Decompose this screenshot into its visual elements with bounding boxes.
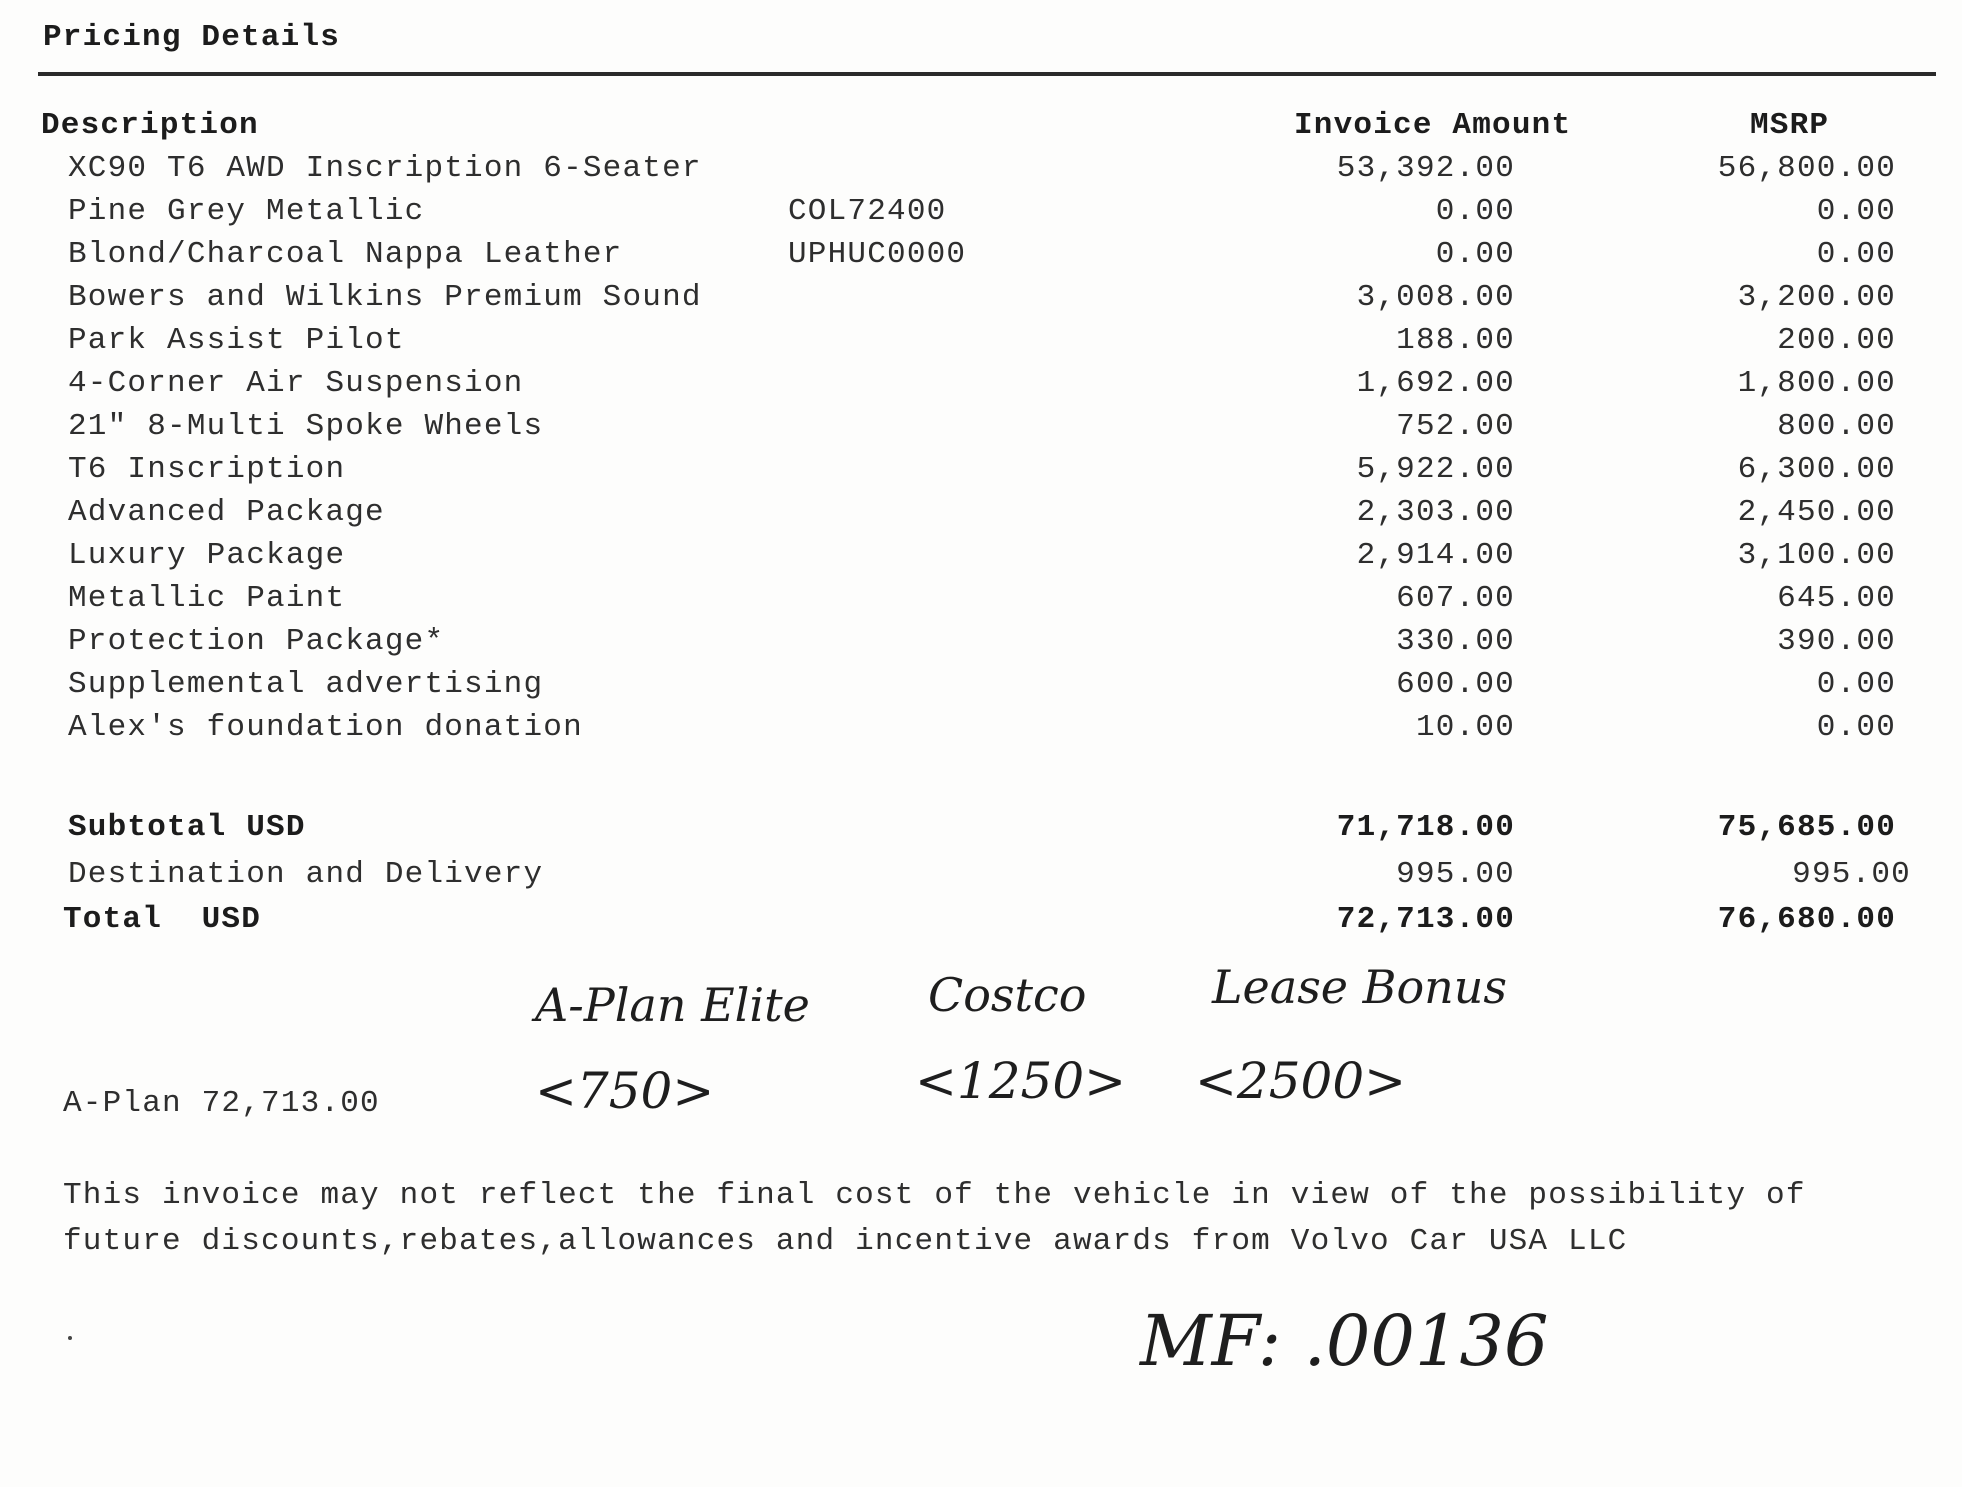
disclaimer-line-1: This invoice may not reflect the final cost of the vehicle in view of the possibility of bbox=[63, 1178, 1806, 1213]
line-item-code: COL72400 bbox=[788, 194, 947, 229]
subtotal-msrp: 75,685.00 bbox=[1717, 810, 1896, 845]
line-item-description: 4-Corner Air Suspension bbox=[68, 366, 524, 401]
line-item-invoice: 600.00 bbox=[1396, 667, 1515, 702]
handwritten-lease-bonus: Lease Bonus bbox=[1212, 960, 1508, 1014]
line-item-invoice: 10.00 bbox=[1415, 710, 1515, 745]
aplan-price: A-Plan 72,713.00 bbox=[63, 1086, 380, 1121]
line-item-description: Luxury Package bbox=[68, 538, 346, 573]
line-item-description: XC90 T6 AWD Inscription 6-Seater bbox=[68, 151, 702, 186]
handwritten-aplan-elite: A-Plan Elite bbox=[535, 978, 810, 1032]
line-item-invoice: 3,008.00 bbox=[1356, 280, 1515, 315]
handwritten-costco-value: <1250> bbox=[915, 1052, 1127, 1110]
destination-invoice: 995.00 bbox=[1396, 857, 1515, 892]
line-item-invoice: 2,303.00 bbox=[1356, 495, 1515, 530]
line-item-description: Blond/Charcoal Nappa Leather bbox=[68, 237, 623, 272]
total-label: Total USD bbox=[63, 902, 262, 937]
total-msrp: 76,680.00 bbox=[1717, 902, 1896, 937]
destination-label: Destination and Delivery bbox=[68, 857, 544, 892]
page-title: Pricing Details bbox=[43, 20, 341, 55]
handwritten-lease-bonus-value: <2500> bbox=[1195, 1052, 1407, 1110]
line-item-msrp: 800.00 bbox=[1777, 409, 1896, 444]
line-item-description: Supplemental advertising bbox=[68, 667, 544, 702]
line-item-msrp: 2,450.00 bbox=[1737, 495, 1896, 530]
line-item-msrp: 56,800.00 bbox=[1717, 151, 1896, 186]
line-item-msrp: 645.00 bbox=[1777, 581, 1896, 616]
line-item-msrp: 6,300.00 bbox=[1737, 452, 1896, 487]
line-item-msrp: 3,100.00 bbox=[1737, 538, 1896, 573]
line-item-description: Park Assist Pilot bbox=[68, 323, 405, 358]
line-item-invoice: 5,922.00 bbox=[1356, 452, 1515, 487]
line-item-invoice: 607.00 bbox=[1396, 581, 1515, 616]
line-item-msrp: 0.00 bbox=[1816, 237, 1896, 272]
handwritten-aplan-elite-value: <750> bbox=[535, 1062, 715, 1120]
line-item-invoice: 0.00 bbox=[1435, 194, 1515, 229]
line-item-invoice: 2,914.00 bbox=[1356, 538, 1515, 573]
line-item-msrp: 0.00 bbox=[1816, 667, 1896, 702]
line-item-invoice: 330.00 bbox=[1396, 624, 1515, 659]
column-header-invoice: Invoice Amount bbox=[1294, 108, 1572, 143]
handwritten-money-factor: MF: .00136 bbox=[1140, 1300, 1549, 1382]
stray-mark bbox=[68, 1336, 72, 1340]
line-item-description: Advanced Package bbox=[68, 495, 385, 530]
line-item-description: T6 Inscription bbox=[68, 452, 346, 487]
total-invoice: 72,713.00 bbox=[1336, 902, 1515, 937]
line-item-msrp: 1,800.00 bbox=[1737, 366, 1896, 401]
line-item-description: Bowers and Wilkins Premium Sound bbox=[68, 280, 702, 315]
line-item-description: 21" 8-Multi Spoke Wheels bbox=[68, 409, 544, 444]
line-item-description: Pine Grey Metallic bbox=[68, 194, 425, 229]
line-item-msrp: 0.00 bbox=[1816, 194, 1896, 229]
line-item-description: Protection Package* bbox=[68, 624, 445, 659]
line-item-msrp: 3,200.00 bbox=[1737, 280, 1896, 315]
line-item-invoice: 0.00 bbox=[1435, 237, 1515, 272]
subtotal-label: Subtotal USD bbox=[68, 810, 306, 845]
destination-msrp: 995.00 bbox=[1792, 857, 1911, 892]
line-item-invoice: 188.00 bbox=[1396, 323, 1515, 358]
line-item-msrp: 390.00 bbox=[1777, 624, 1896, 659]
column-header-msrp: MSRP bbox=[1750, 108, 1830, 143]
line-item-msrp: 200.00 bbox=[1777, 323, 1896, 358]
disclaimer-line-2: future discounts,rebates,allowances and incentive awards from Volvo Car USA LLC bbox=[63, 1224, 1628, 1259]
handwritten-costco: Costco bbox=[928, 968, 1087, 1022]
line-item-code: UPHUC0000 bbox=[788, 237, 967, 272]
subtotal-invoice: 71,718.00 bbox=[1336, 810, 1515, 845]
line-item-invoice: 53,392.00 bbox=[1336, 151, 1515, 186]
column-header-description: Description bbox=[41, 108, 259, 143]
line-item-invoice: 1,692.00 bbox=[1356, 366, 1515, 401]
line-item-description: Alex's foundation donation bbox=[68, 710, 583, 745]
title-divider bbox=[38, 72, 1936, 76]
line-item-description: Metallic Paint bbox=[68, 581, 346, 616]
line-item-msrp: 0.00 bbox=[1816, 710, 1896, 745]
line-item-invoice: 752.00 bbox=[1396, 409, 1515, 444]
